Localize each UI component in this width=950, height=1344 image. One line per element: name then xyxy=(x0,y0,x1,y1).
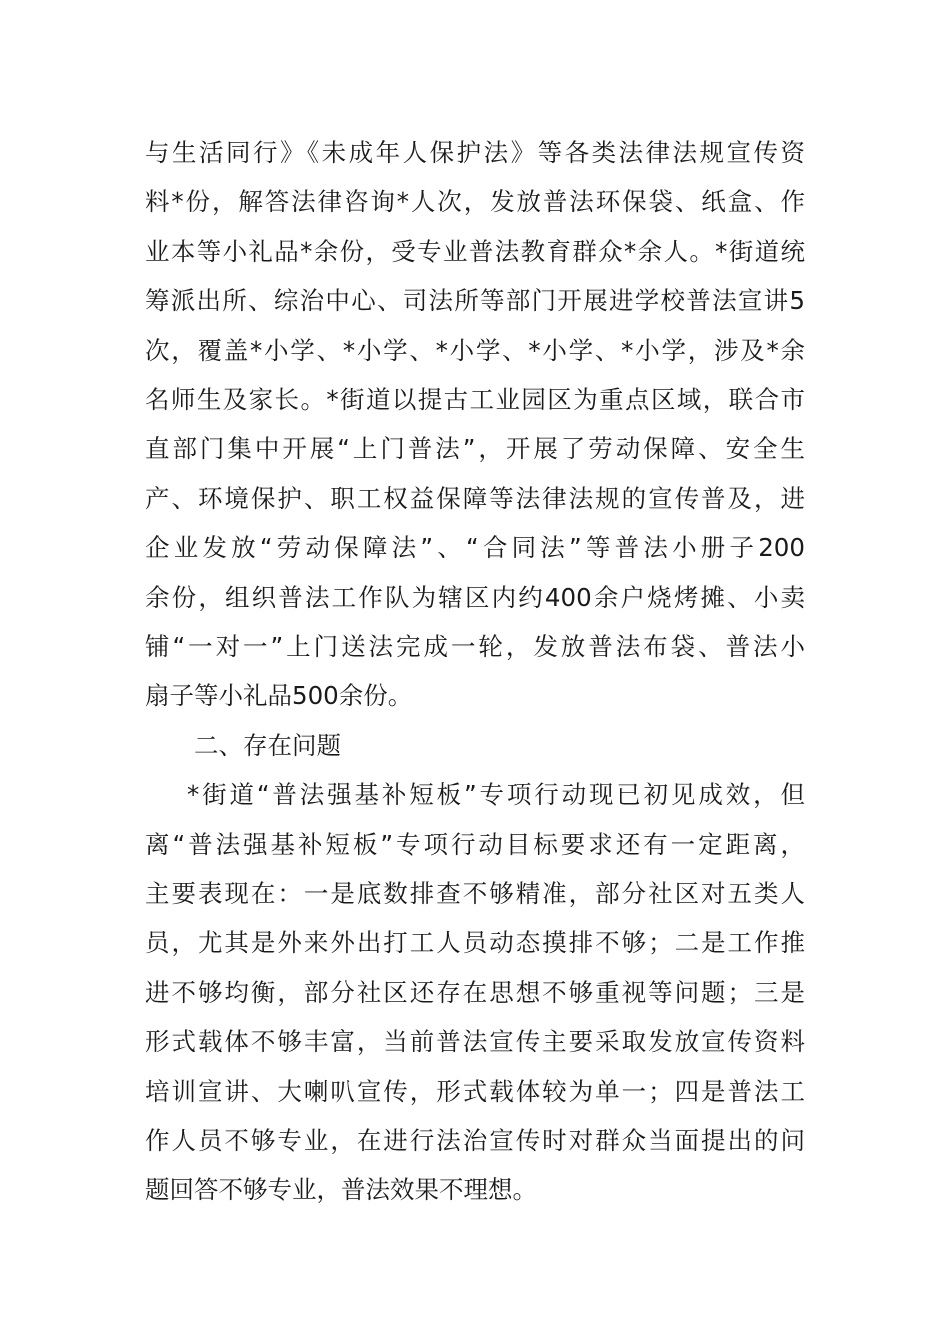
section-heading: 二、存在问题 xyxy=(194,730,341,760)
text-line: 业本等小礼品*余份，受专业普法教育群众*余人。*街道统 xyxy=(145,236,805,266)
text-line: 作人员不够专业，在进行法治宣传时对群众当面提出的问 xyxy=(145,1126,805,1155)
text-line: 离“普法强基补短板”专项行动目标要求还有一定距离， xyxy=(145,829,805,859)
text-line: 产、环境保护、职工权益保障等法律法规的宣传普及，进 xyxy=(145,483,805,513)
text-line: 培训宣讲、大喇叭宣传，形式载体较为单一；四是普法工 xyxy=(145,1076,805,1106)
text-line: 次，覆盖*小学、*小学、*小学、*小学、*小学，涉及*余 xyxy=(145,335,805,365)
text-line: 题回答不够专业，普法效果不理想。 xyxy=(145,1175,537,1205)
text-line: 料*份，解答法律咨询*人次，发放普法环保袋、纸盒、作 xyxy=(145,187,805,217)
text-line: 筹派出所、综治中心、司法所等部门开展进学校普法宣讲5 xyxy=(145,286,805,316)
text-line: 铺“一对一”上门送法完成一轮，发放普法布袋、普法小 xyxy=(145,632,805,661)
text-line: 余份，组织普法工作队为辖区内约400余户烧烤摊、小卖 xyxy=(145,582,805,612)
text-line: 企业发放“劳动保障法”、“合同法”等普法小册子200 xyxy=(145,533,805,563)
text-line: 与生活同行》《未成年人保护法》等各类法律法规宣传资 xyxy=(145,138,805,167)
text-line: 直部门集中开展“上门普法”，开展了劳动保障、安全生 xyxy=(145,434,805,464)
text-line: 名师生及家长。*街道以提古工业园区为重点区域，联合市 xyxy=(145,385,805,414)
text-line: 主要表现在：一是底数排查不够精准，部分社区对五类人 xyxy=(145,879,805,908)
text-line: 形式载体不够丰富，当前普法宣传主要采取发放宣传资料 xyxy=(145,1027,805,1057)
text-line: 员，尤其是外来外出打工人员动态摸排不够；二是工作推 xyxy=(145,928,805,958)
text-line: 进不够均衡，部分社区还存在思想不够重视等问题；三是 xyxy=(145,977,805,1007)
text-line: 扇子等小礼品500余份。 xyxy=(145,681,413,711)
text-line: *街道“普法强基补短板”专项行动现已初见成效，但 xyxy=(187,780,805,810)
